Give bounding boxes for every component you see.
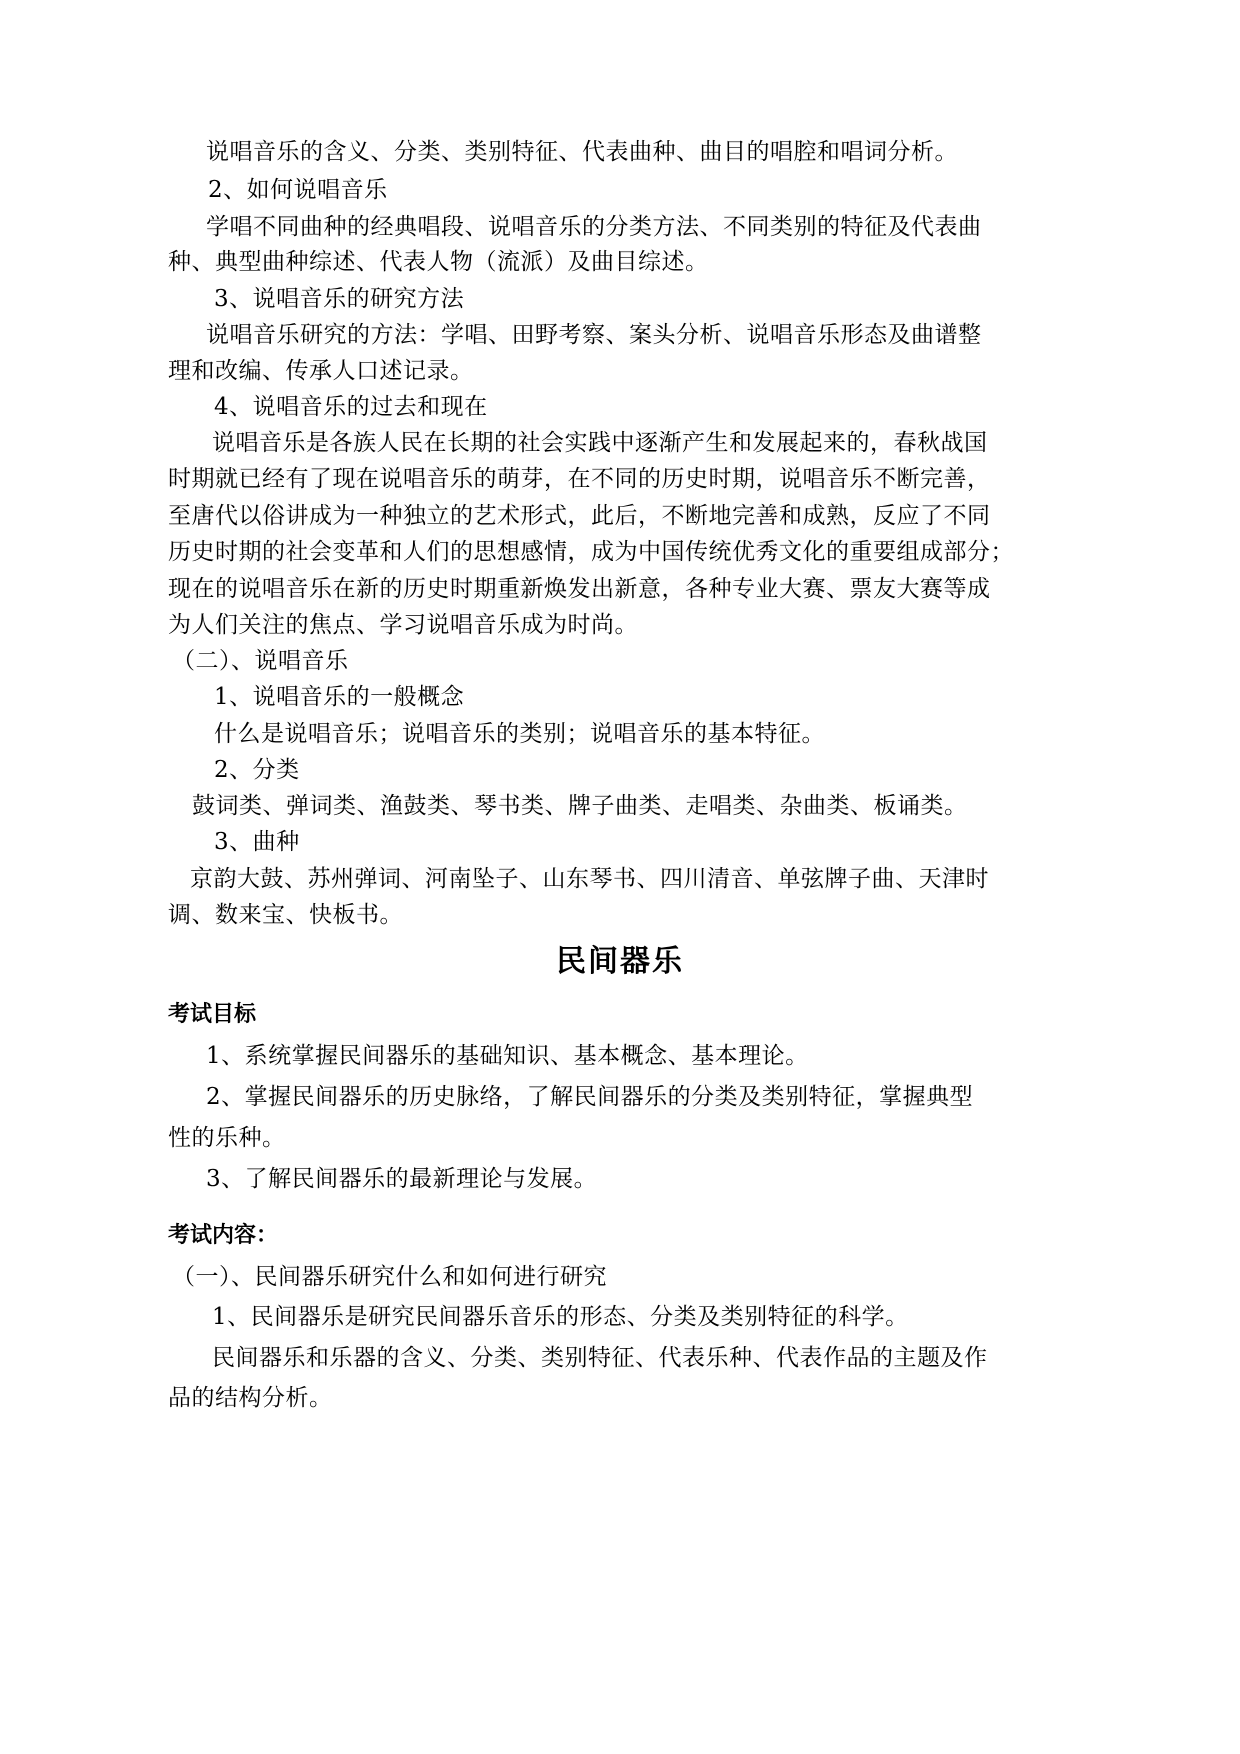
paragraph-line: 说唱音乐是各族人民在长期的社会实践中逐渐产生和发展起来的，春秋战国 — [212, 430, 988, 456]
exam-goals-heading: 考试目标 — [168, 1002, 257, 1027]
subsection-heading: 3、说唱音乐的研究方法 — [214, 286, 465, 312]
paragraph-line: 说唱音乐研究的方法：学唱、田野考察、案头分析、说唱音乐形态及曲谱整 — [206, 322, 982, 348]
paragraph-line: 鼓词类、弹词类、渔鼓类、琴书类、牌子曲类、走唱类、杂曲类、板诵类。 — [192, 793, 968, 819]
subsection-heading: 1、说唱音乐的一般概念 — [214, 684, 465, 710]
paragraph-line: 什么是说唱音乐；说唱音乐的类别；说唱音乐的基本特征。 — [214, 721, 825, 747]
paragraph-line: 学唱不同曲种的经典唱段、说唱音乐的分类方法、不同类别的特征及代表曲 — [206, 214, 982, 240]
paragraph-line: 说唱音乐的含义、分类、类别特征、代表曲种、曲目的唱腔和唱词分析。 — [206, 139, 958, 165]
content-item: 1、民间器乐是研究民间器乐音乐的形态、分类及类别特征的科学。 — [212, 1304, 909, 1330]
paragraph-line: 现在的说唱音乐在新的历史时期重新焕发出新意，各种专业大赛、票友大赛等成 — [168, 576, 991, 602]
section-title: 民间器乐 — [556, 944, 684, 979]
paragraph-line: 种、典型曲种综述、代表人物（流派）及曲目综述。 — [168, 249, 709, 275]
paragraph-line: 历史时期的社会变革和人们的思想感情，成为中国传统优秀文化的重要组成部分； — [168, 539, 1014, 565]
paragraph-line: 京韵大鼓、苏州弹词、河南坠子、山东琴书、四川清音、单弦牌子曲、天津时 — [190, 866, 989, 892]
goal-item: 3、了解民间器乐的最新理论与发展。 — [206, 1166, 598, 1192]
subsection-heading: 4、说唱音乐的过去和现在 — [214, 394, 488, 420]
paragraph-line: 至唐代以俗讲成为一种独立的艺术形式，此后，不断地完善和成熟，反应了不同 — [168, 503, 991, 529]
subsection-heading: 2、如何说唱音乐 — [208, 177, 388, 203]
subsection-heading: 3、曲种 — [214, 829, 300, 855]
section-heading: （二）、说唱音乐 — [172, 648, 349, 674]
content-heading: （一）、民间器乐研究什么和如何进行研究 — [172, 1264, 607, 1290]
exam-content-heading: 考试内容： — [168, 1223, 279, 1248]
goal-item: 性的乐种。 — [168, 1125, 286, 1151]
paragraph-line: 调、数来宝、快板书。 — [168, 902, 403, 928]
paragraph-line: 民间器乐和乐器的含义、分类、类别特征、代表乐种、代表作品的主题及作 — [212, 1345, 988, 1371]
goal-item: 1、系统掌握民间器乐的基础知识、基本概念、基本理论。 — [206, 1043, 809, 1069]
paragraph-line: 为人们关注的焦点、学习说唱音乐成为时尚。 — [168, 612, 638, 638]
paragraph-line: 时期就已经有了现在说唱音乐的萌芽，在不同的历史时期，说唱音乐不断完善， — [168, 466, 991, 492]
paragraph-line: 品的结构分析。 — [168, 1385, 333, 1411]
subsection-heading: 2、分类 — [214, 757, 300, 783]
goal-item: 2、掌握民间器乐的历史脉络，了解民间器乐的分类及类别特征，掌握典型 — [206, 1084, 974, 1110]
paragraph-line: 理和改编、传承人口述记录。 — [168, 358, 474, 384]
